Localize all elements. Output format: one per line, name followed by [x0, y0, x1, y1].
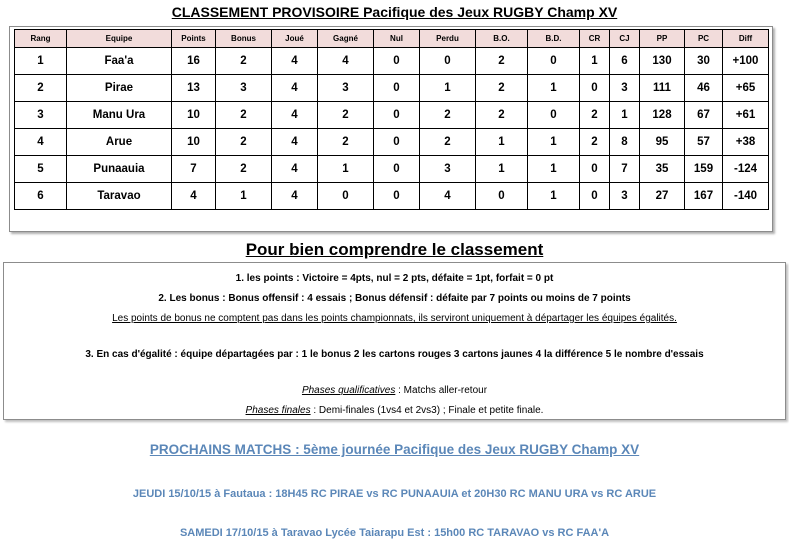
table-row — [15, 156, 769, 183]
cell-bo: 1 — [476, 156, 528, 183]
header-perdu: Perdu — [420, 30, 476, 48]
cell-bonus: 2 — [216, 48, 272, 75]
cell-cr: 0 — [580, 75, 610, 102]
cell-joue: 4 — [272, 48, 318, 75]
cell-gagne: 2 — [318, 129, 374, 156]
cell-equipe: Arue — [67, 129, 172, 156]
cell-nul: 0 — [374, 156, 420, 183]
header-cr: CR — [580, 30, 610, 48]
cell-diff: +38 — [723, 129, 769, 156]
cell-diff: -140 — [723, 183, 769, 210]
cell-bonus: 2 — [216, 102, 272, 129]
cell-nul: 0 — [374, 183, 420, 210]
standings-body — [15, 48, 769, 210]
cell-bd: 1 — [528, 129, 580, 156]
rule-bonus: 2. Les bonus : Bonus offensif : 4 essais ; Bonus défensif : défaite par 7 points ou moins de 7 points — [158, 293, 631, 304]
header-pc: PC — [685, 30, 723, 48]
cell-gagne: 2 — [318, 102, 374, 129]
cell-bd: 1 — [528, 75, 580, 102]
cell-perdu: 2 — [420, 102, 476, 129]
cell-diff: -124 — [723, 156, 769, 183]
cell-bo: 1 — [476, 129, 528, 156]
cell-joue: 4 — [272, 156, 318, 183]
cell-bo: 2 — [476, 102, 528, 129]
rule-tiebreak: 3. En cas d'égalité : équipe départagées par : 1 le bonus 2 les cartons rouges 3 cartons jaunes 4 la différence 5 le nombre d'essais — [85, 349, 704, 360]
cell-points: 10 — [172, 129, 216, 156]
cell-pc: 57 — [685, 129, 723, 156]
cell-cj: 1 — [610, 102, 640, 129]
header-bo: B.O. — [476, 30, 528, 48]
rule-bonus-note: Les points de bonus ne comptent pas dans les points championnats, ils serviront uniquement à départager les équipes égalités. — [112, 313, 677, 324]
cell-joue: 4 — [272, 102, 318, 129]
header-joue: Joué — [272, 30, 318, 48]
cell-perdu: 4 — [420, 183, 476, 210]
cell-cr: 2 — [580, 129, 610, 156]
cell-bd: 0 — [528, 48, 580, 75]
cell-pc: 67 — [685, 102, 723, 129]
cell-equipe: Punaauia — [67, 156, 172, 183]
cell-equipe: Pirae — [67, 75, 172, 102]
cell-bonus: 3 — [216, 75, 272, 102]
cell-cr: 1 — [580, 48, 610, 75]
header-bd: B.D. — [528, 30, 580, 48]
cell-gagne: 3 — [318, 75, 374, 102]
cell-bo: 2 — [476, 48, 528, 75]
cell-pp: 128 — [640, 102, 685, 129]
rule-points: 1. les points : Victoire = 4pts, nul = 2 pts, défaite = 1pt, forfait = 0 pt — [235, 273, 554, 284]
cell-perdu: 2 — [420, 129, 476, 156]
cell-cj: 8 — [610, 129, 640, 156]
header-bonus: Bonus — [216, 30, 272, 48]
cell-rang: 2 — [15, 75, 67, 102]
table-row — [15, 48, 769, 75]
cell-perdu: 1 — [420, 75, 476, 102]
cell-diff: +100 — [723, 48, 769, 75]
cell-bonus: 2 — [216, 156, 272, 183]
phase-qualif-text: : Matchs aller-retour — [395, 385, 488, 396]
cell-pp: 95 — [640, 129, 685, 156]
rules-box — [3, 262, 786, 420]
upcoming-title: PROCHAINS MATCHS : 5ème journée Pacifique des Jeux RUGBY Champ XV — [149, 442, 640, 457]
cell-pp: 35 — [640, 156, 685, 183]
cell-pp: 27 — [640, 183, 685, 210]
table-row — [15, 129, 769, 156]
cell-pc: 167 — [685, 183, 723, 210]
cell-rang: 3 — [15, 102, 67, 129]
cell-joue: 4 — [272, 129, 318, 156]
phase-finales-text: : Demi-finales (1vs4 et 2vs3) ; Finale et petite finale. — [310, 405, 544, 416]
cell-bo: 2 — [476, 75, 528, 102]
upcoming-match-1: JEUDI 15/10/15 à Fautaua : 18H45 RC PIRAE vs RC PUNAAUIA et 20H30 RC MANU URA vs RC ARUE — [132, 488, 657, 500]
cell-nul: 0 — [374, 102, 420, 129]
cell-perdu: 3 — [420, 156, 476, 183]
cell-bd: 1 — [528, 156, 580, 183]
cell-pc: 159 — [685, 156, 723, 183]
header-nul: Nul — [374, 30, 420, 48]
cell-joue: 4 — [272, 183, 318, 210]
cell-cj: 3 — [610, 183, 640, 210]
header-diff: Diff — [723, 30, 769, 48]
cell-bonus: 1 — [216, 183, 272, 210]
rule-phase-finales — [4, 405, 785, 416]
rule-phase-qualif — [4, 385, 785, 396]
cell-equipe: Manu Ura — [67, 102, 172, 129]
cell-nul: 0 — [374, 48, 420, 75]
cell-pp: 111 — [640, 75, 685, 102]
cell-nul: 0 — [374, 75, 420, 102]
cell-joue: 4 — [272, 75, 318, 102]
standings-table — [14, 29, 769, 210]
header-gagne: Gagné — [318, 30, 374, 48]
cell-points: 10 — [172, 102, 216, 129]
cell-cj: 7 — [610, 156, 640, 183]
cell-pc: 46 — [685, 75, 723, 102]
cell-rang: 6 — [15, 183, 67, 210]
cell-pp: 130 — [640, 48, 685, 75]
page-title: CLASSEMENT PROVISOIRE Pacifique des Jeux RUGBY Champ XV — [171, 4, 618, 20]
cell-rang: 1 — [15, 48, 67, 75]
cell-bd: 1 — [528, 183, 580, 210]
cell-bd: 0 — [528, 102, 580, 129]
cell-bonus: 2 — [216, 129, 272, 156]
cell-cr: 2 — [580, 102, 610, 129]
phase-qualif-label: Phases qualificatives — [301, 385, 396, 396]
cell-gagne: 0 — [318, 183, 374, 210]
upcoming-match-2: SAMEDI 17/10/15 à Taravao Lycée Taiarapu Est : 15h00 RC TARAVAO vs RC FAA'A — [179, 527, 610, 539]
cell-equipe: Faa'a — [67, 48, 172, 75]
table-row — [15, 102, 769, 129]
header-cj: CJ — [610, 30, 640, 48]
cell-points: 7 — [172, 156, 216, 183]
cell-equipe: Taravao — [67, 183, 172, 210]
cell-points: 16 — [172, 48, 216, 75]
cell-perdu: 0 — [420, 48, 476, 75]
cell-cr: 0 — [580, 183, 610, 210]
standings-header-row — [15, 30, 769, 48]
cell-cr: 0 — [580, 156, 610, 183]
rules-title: Pour bien comprendre le classement — [245, 240, 544, 259]
cell-nul: 0 — [374, 129, 420, 156]
cell-diff: +65 — [723, 75, 769, 102]
cell-cj: 3 — [610, 75, 640, 102]
header-rang: Rang — [15, 30, 67, 48]
cell-gagne: 4 — [318, 48, 374, 75]
phase-finales-label: Phases finales — [245, 405, 311, 416]
table-row — [15, 75, 769, 102]
cell-rang: 5 — [15, 156, 67, 183]
header-points: Points — [172, 30, 216, 48]
cell-points: 4 — [172, 183, 216, 210]
header-equipe: Equipe — [67, 30, 172, 48]
cell-rang: 4 — [15, 129, 67, 156]
cell-gagne: 1 — [318, 156, 374, 183]
header-pp: PP — [640, 30, 685, 48]
cell-diff: +61 — [723, 102, 769, 129]
table-row — [15, 183, 769, 210]
cell-cj: 6 — [610, 48, 640, 75]
cell-bo: 0 — [476, 183, 528, 210]
cell-pc: 30 — [685, 48, 723, 75]
cell-points: 13 — [172, 75, 216, 102]
